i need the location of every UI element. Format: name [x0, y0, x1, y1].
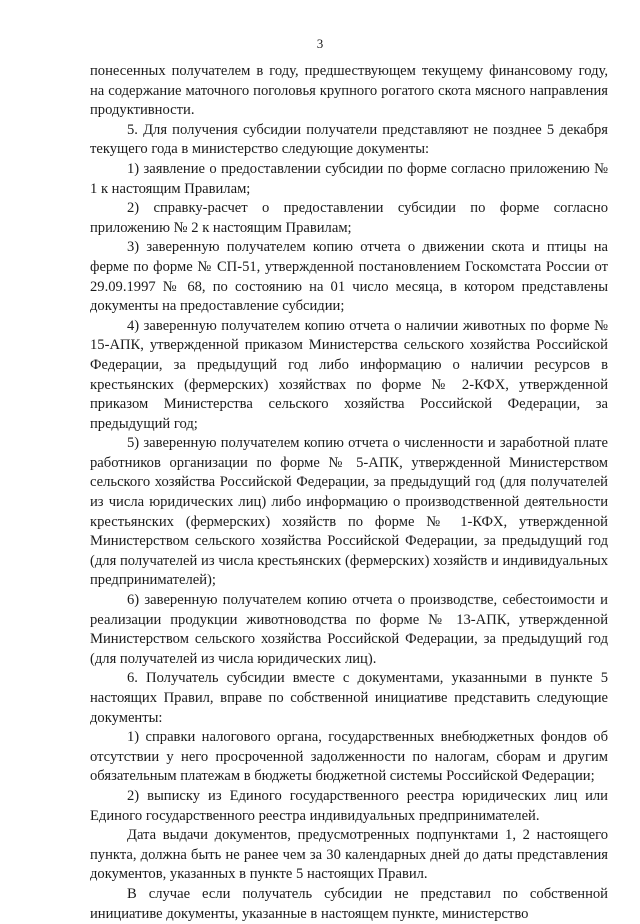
- list-item: 4) заверенную получателем копию отчета о наличии животных по форме № 15-АПК, утвержденной приказом Министерства сельского хозяйства Российской Федерации, за предыдущий год либо информацию о наличии ресурсов в крестьянских (фермерских) хозяйствах по форме № 2-КФХ, утвержденной приказом Министерства сельского хозяйства Российской Федерации, за предыдущий год;: [90, 317, 608, 432]
- paragraph: понесенных получателем в году, предшествующем текущему финансовому году, на содержание маточного поголовья крупного рогатого скота мясного направления продуктивности.: [90, 63, 608, 119]
- paragraph-item-6: 6. Получатель субсидии вместе с документами, указанными в пункте 5 настоящих Правил, вправе по собственной инициативе представить следующие документы:: [90, 670, 608, 726]
- list-item: 1) справки налогового органа, государственных внебюджетных фондов об отсутствии у него просроченной задолженности по налогам, сборам и другим обязательным платежам в бюджеты бюджетной системы Российской Федерации;: [90, 729, 608, 785]
- list-item: 5) заверенную получателем копию отчета о численности и заработной плате работников организации по форме № 5-АПК, утвержденной Министерством сельского хозяйства Российской Федерации, за предыдущий год (для получателей из числа юридических лиц) либо информацию о производственной деятельности крестьянских (фермерских) хозяйств по форме № 1-КФХ, утвержденной Министерством сельского хозяйства Российской Федерации, за предыдущий год (для получателей из числа крестьянских (фермерских) хозяйств и индивидуальных предпринимателей);: [90, 435, 608, 589]
- page-number: 3: [316, 36, 324, 51]
- paragraph: Дата выдачи документов, предусмотренных подпунктами 1, 2 настоящего пункта, должна быть не ранее чем за 30 календарных дней до даты представления документов, указанных в пункте 5 настоящих Правил.: [90, 827, 608, 883]
- list-item: 1) заявление о предоставлении субсидии по форме согласно приложению № 1 к настоящим Правилам;: [90, 160, 608, 197]
- list-item: 6) заверенную получателем копию отчета о производстве, себестоимости и реализации продукции животноводства по форме № 13-АПК, утвержденной Министерством сельского хозяйства Российской Федерации, за предыдущий год (для получателей из числа юридических лиц).: [90, 592, 608, 667]
- list-item: 2) выписку из Единого государственного реестра юридических лиц или Единого государственного реестра индивидуальных предпринимателей.: [90, 787, 608, 824]
- list-item: 2) справку-расчет о предоставлении субсидии по форме согласно приложению № 2 к настоящим Правилам;: [90, 200, 608, 236]
- document-body: [90, 62, 608, 924]
- list-item: 3) заверенную получателем копию отчета о движении скота и птицы на ферме по форме № СП-51, утвержденной постановлением Госкомстата России от 29.09.1997 № 68, по состоянию на 01 число месяца, в котором представлены документы на предоставление субсидии;: [90, 239, 608, 315]
- paragraph-item-5: 5. Для получения субсидии получатели представляют не позднее 5 декабря текущего года в министерство следующие документы:: [90, 121, 608, 158]
- paragraph: В случае если получатель субсидии не представил по собственной инициативе документы, указанные в настоящем пункте, министерство: [90, 885, 608, 922]
